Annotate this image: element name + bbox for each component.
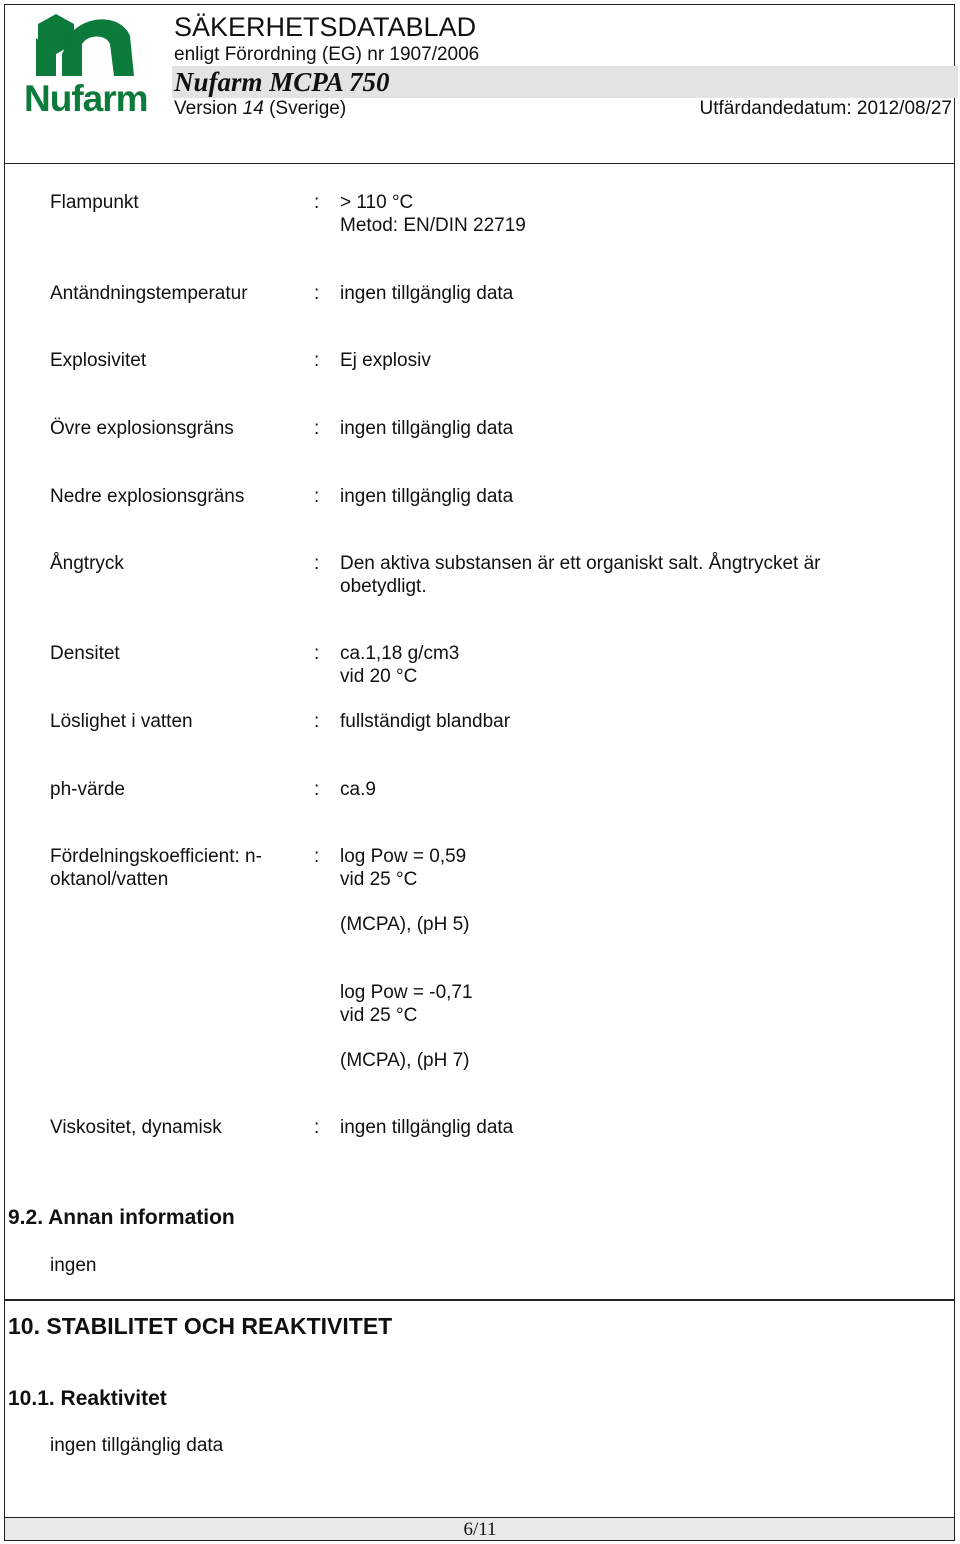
property-colon: : <box>314 350 320 371</box>
property-label: ph-värde <box>50 779 125 800</box>
header-divider <box>4 163 955 164</box>
property-value <box>340 191 900 237</box>
section-heading-9-2: 9.2. Annan information <box>8 1206 235 1229</box>
property-label: Nedre explosionsgräns <box>50 486 245 507</box>
version-info <box>174 98 346 120</box>
value-line: ingen tillgänglig data <box>340 486 514 507</box>
page-number: 6/11 <box>463 1519 497 1540</box>
value-line: > 110 °C <box>340 192 414 213</box>
regulation-reference: enligt Förordning (EG) nr 1907/2006 <box>174 44 480 65</box>
property-value <box>340 778 900 801</box>
property-colon: : <box>314 192 320 213</box>
value-line: ca.1,18 g/cm3 <box>340 643 460 664</box>
property-label: Löslighet i vatten <box>50 711 193 732</box>
property-colon: : <box>314 553 320 574</box>
section-heading-10-1: 10.1. Reaktivitet <box>8 1387 167 1410</box>
property-colon: : <box>314 779 320 800</box>
property-value <box>340 485 900 508</box>
value-line: ingen tillgänglig data <box>340 283 514 304</box>
property-label: Densitet <box>50 643 120 664</box>
property-value <box>340 552 900 598</box>
value-line: vid 25 °C <box>340 1005 418 1026</box>
property-value <box>340 710 900 733</box>
property-value <box>340 1116 900 1139</box>
value-line: ingen tillgänglig data <box>340 1117 514 1138</box>
issue-date: Utfärdandedatum: 2012/08/27 <box>699 98 952 119</box>
version-label: Version <box>174 98 238 119</box>
value-line: vid 25 °C <box>340 869 418 890</box>
section-9-2-text: ingen <box>50 1255 97 1276</box>
value-line: ingen tillgänglig data <box>340 418 514 439</box>
version-number: 14 <box>242 98 264 119</box>
property-value <box>340 845 900 1072</box>
property-label: Antändningstemperatur <box>50 283 248 304</box>
property-colon: : <box>314 1117 320 1138</box>
version-country: (Sverige) <box>269 98 347 119</box>
property-colon: : <box>314 711 320 732</box>
label-line: oktanol/vatten <box>50 869 169 890</box>
property-value <box>340 282 900 305</box>
value-line: Metod: EN/DIN 22719 <box>340 215 526 236</box>
property-label: Flampunkt <box>50 192 139 213</box>
property-label: Viskositet, dynamisk <box>50 1117 222 1138</box>
property-label <box>50 845 290 891</box>
label-line: Fördelningskoefficient: n- <box>50 846 262 867</box>
property-label: Explosivitet <box>50 350 147 371</box>
property-value <box>340 349 900 372</box>
property-colon: : <box>314 283 320 304</box>
section-10-1-text: ingen tillgänglig data <box>50 1435 224 1456</box>
section-divider <box>4 1299 955 1301</box>
value-line: ca.9 <box>340 779 376 800</box>
property-colon: : <box>314 486 320 507</box>
property-colon: : <box>314 643 320 664</box>
property-label: Ångtryck <box>50 553 124 574</box>
logo-wordmark: Nufarm <box>24 78 148 119</box>
property-colon: : <box>314 846 320 867</box>
section-heading-10: 10. STABILITET OCH REAKTIVITET <box>8 1313 393 1339</box>
value-line: vid 20 °C <box>340 666 418 687</box>
property-value <box>340 417 900 440</box>
document-title: SÄKERHETSDATABLAD <box>174 12 477 42</box>
value-line: fullständigt blandbar <box>340 711 511 732</box>
property-label: Övre explosionsgräns <box>50 418 234 439</box>
value-line: obetydligt. <box>340 576 427 597</box>
value-line: Ej explosiv <box>340 350 431 371</box>
value-line: (MCPA), (pH 5) <box>340 914 470 935</box>
product-name: Nufarm MCPA 750 <box>174 67 390 97</box>
property-value <box>340 642 900 688</box>
value-line: log Pow = -0,71 <box>340 982 473 1003</box>
value-line: Den aktiva substansen är ett organiskt salt. Ångtrycket är <box>340 553 821 574</box>
property-colon: : <box>314 418 320 439</box>
value-line: log Pow = 0,59 <box>340 846 467 867</box>
value-line: (MCPA), (pH 7) <box>340 1050 470 1071</box>
